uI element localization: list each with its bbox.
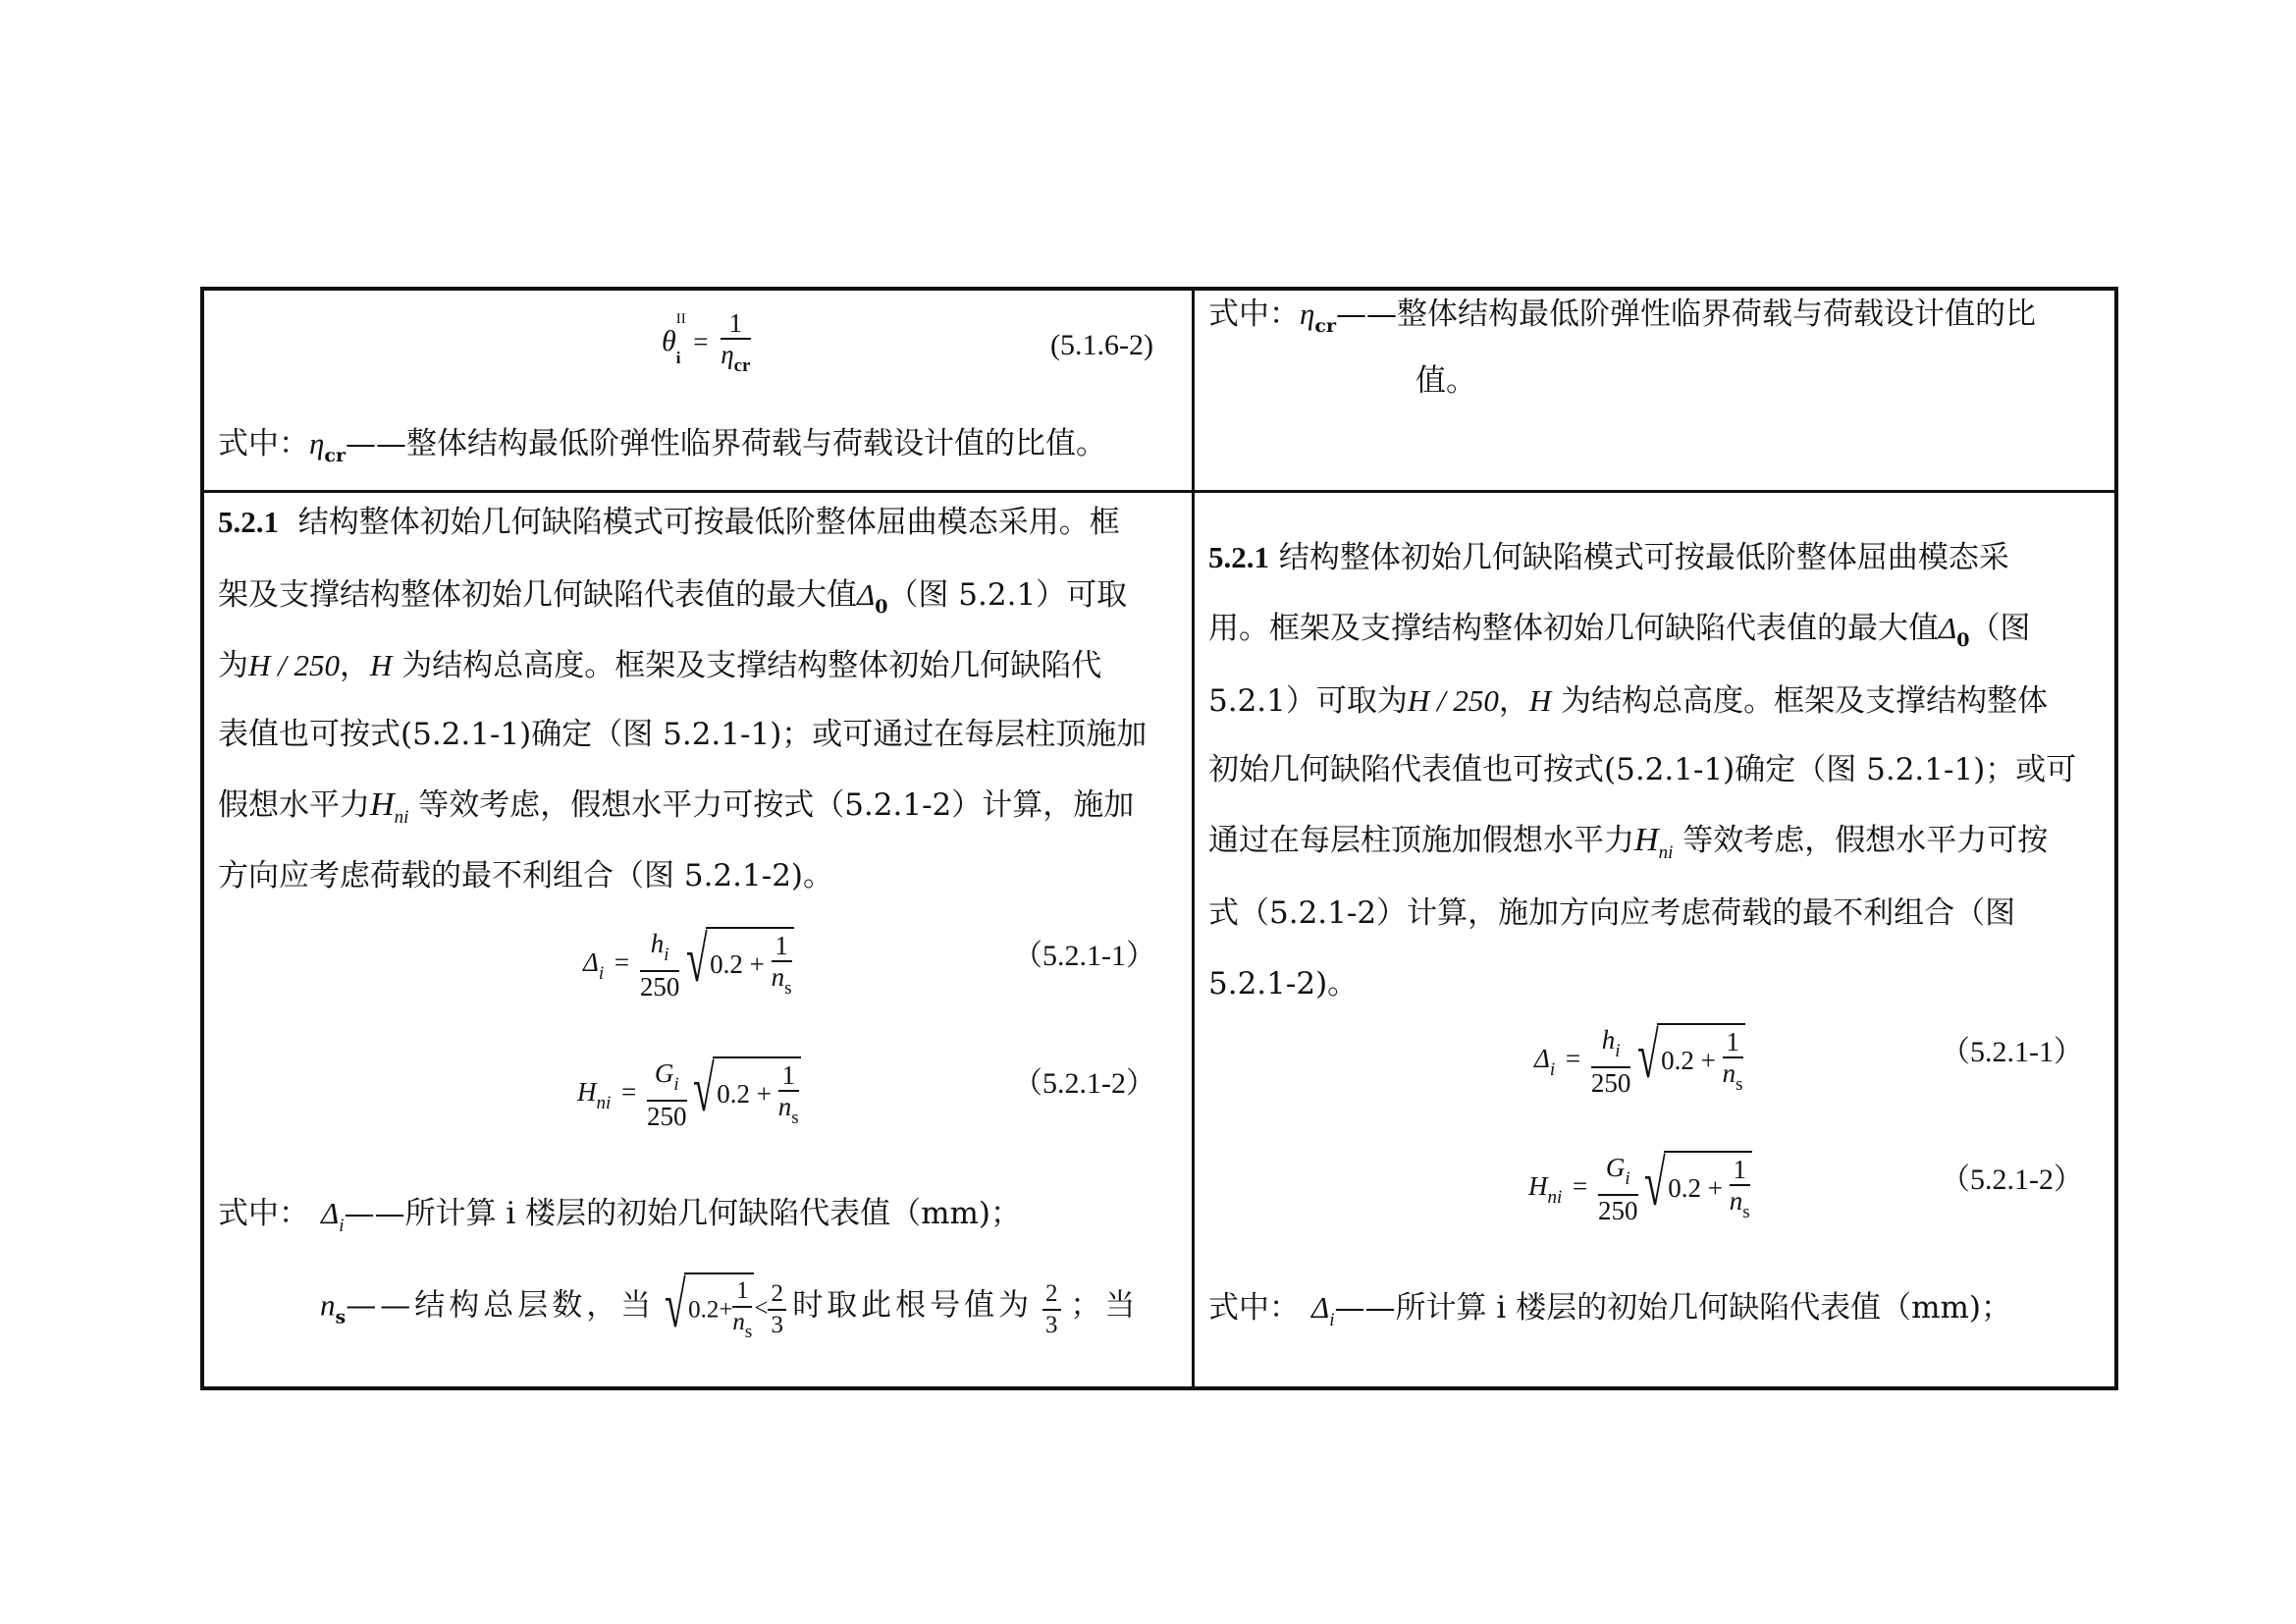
para-line: 5.2.1-2)。 [1208, 966, 1359, 1001]
document-table [200, 287, 2118, 1390]
eq-number: （5.2.1-1） [1013, 940, 1155, 972]
eq-number: (5.1.6-2) [1050, 329, 1153, 361]
cell-top-left [204, 291, 1192, 490]
inline-root: √ 0.2+ $\frac{1}{n_s}$ < $\frac{2}{3}$ [665, 1295, 792, 1322]
where-line: 式中：$\eta_{cr}——$整体结构最低阶弹性临界荷载与荷载设计值的比值。 [218, 426, 1106, 466]
formula-5-2-1-2: $H_{ni}$ = $\frac{G_i}{250}$ √ 0.2 + $\frac{1}{n_s}$ [1528, 1148, 1750, 1225]
formula-5-2-1-1: $\Delta_i$ = $\frac{h_i}{250}$ √ 0.2 + $\frac{1}{n_s}$ [583, 924, 792, 1001]
para-line: 初始几何缺陷代表值也可按式(5.2.1-1)确定（图 5.2.1-1)；或可 [1208, 752, 2077, 787]
para-line: 表值也可按式(5.2.1-1)确定（图 5.2.1-1)；或可通过在每层柱顶施加 [218, 717, 1148, 752]
formula-5-2-1-1: $\Delta_i$ = $\frac{h_i}{250}$ √ 0.2 + $\frac{1}{n_s}$ [1534, 1020, 1743, 1098]
para-line: 5.2.1 结构整体初始几何缺陷模式可按最低阶整体屈曲模态采用。框 [218, 505, 1120, 540]
eq-number: （5.2.1-2） [1941, 1164, 2083, 1196]
para-line: 为H / 250，H 为结构总高度。框架及支撑结构整体初始几何缺陷代 [218, 648, 1102, 683]
para-line: 5.2.1 结构整体初始几何缺陷模式可按最低阶整体屈曲模态采 [1208, 540, 2009, 575]
cell-bottom-left [204, 493, 1192, 1386]
where-line: 式中： $\Delta_i——$所计算 i 楼层的初始几何缺陷代表值（mm)； [1208, 1290, 2011, 1330]
where-line: 式中：$\eta_{cr}——$整体结构最低阶弹性临界荷载与荷载设计值的比 [1208, 297, 2036, 337]
cell-bottom-right [1195, 493, 2114, 1386]
para-line: 用。框架及支撑结构整体初始几何缺陷代表值的最大值$\Delta_0$（图 [1208, 611, 2031, 651]
formula-5-2-1-2: $H_{ni}$ = $\frac{G_i}{250}$ √ 0.2 + $\frac{1}{n_s}$ [577, 1054, 799, 1131]
para-line: 假想水平力$H_{ni}$ 等效考虑，假想水平力可按式（5.2.1-2）计算，施加 [218, 786, 1135, 828]
para-line: 式（5.2.1-2）计算，施加方向应考虑荷载的最不利组合（图 [1208, 895, 2016, 931]
cell-top-right [1195, 291, 2114, 490]
formula-5-1-6-2: θ II $_i$ = $\frac{1}{\eta_{cr}}$ [662, 308, 751, 376]
eq-number: （5.2.1-1） [1941, 1036, 2083, 1068]
inline-fraction: $\frac{2}{3}$ [1042, 1295, 1061, 1322]
where-line: $n_s——$结构总层数，当 √ 0.2+ $\frac{1}{n_s}$ < $\frac{2}{3}$ 时取此根号值为 $\frac{2}{3}$ ；当 [320, 1272, 1139, 1347]
para-line: 架及支撑结构整体初始几何缺陷代表值的最大值$\Delta_0$（图 5.2.1）可取 [218, 577, 1128, 618]
para-line: 5.2.1）可取为H / 250，H 为结构总高度。框架及支撑结构整体 [1208, 683, 2049, 719]
eq-number: （5.2.1-2） [1013, 1067, 1155, 1100]
where-line: 式中： $\Delta_i——$所计算 i 楼层的初始几何缺陷代表值（mm)； [218, 1196, 1021, 1236]
where-line-cont: 值。 [1415, 363, 1476, 399]
para-line: 通过在每层柱顶施加假想水平力$H_{ni}$ 等效考虑，假想水平力可按 [1208, 822, 2049, 863]
para-line: 方向应考虑荷载的最不利组合（图 5.2.1-2)。 [218, 858, 834, 893]
